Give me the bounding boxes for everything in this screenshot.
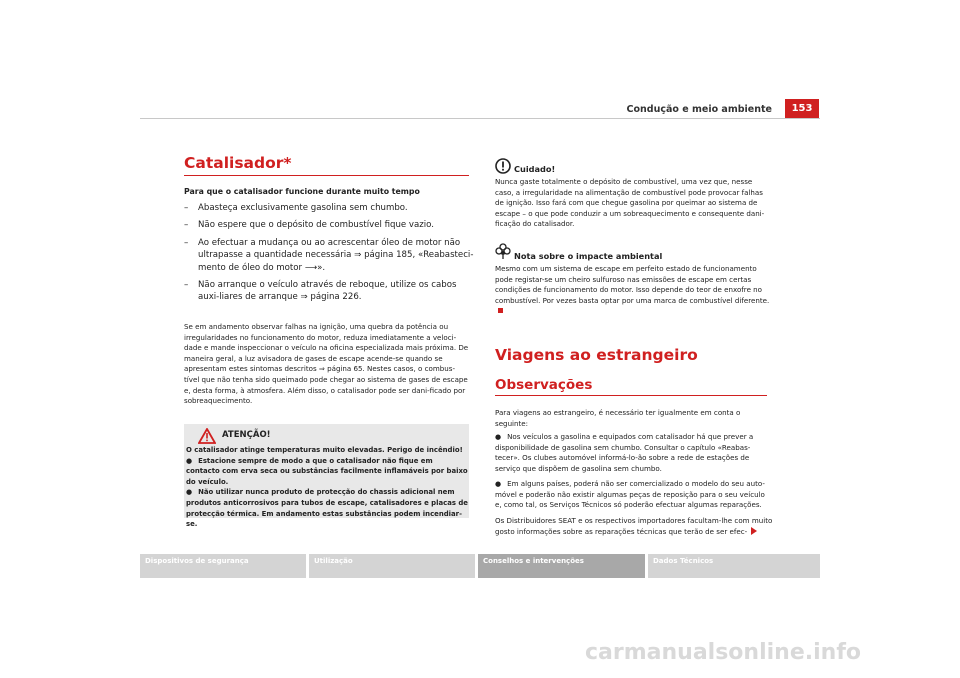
catalisador-paragraph: Se em andamento observar falhas na ignição, uma quebra da potência ou irregularidades no funcionamento do motor, reduza imediatamente a veloci-dade e mande inspeccionar o veículo na oficina especializada mais próxima. De maneira geral, a luz avisadora de gases de escape acende-se quando se apresentam estes sintomas descritos ⇒ página 65. Nestes casos, o combus-tível que não tenha sido queimado pode chegar ao sistema de gases de escape e, desta forma, à atmosfera. Além disso, o catalisador pode ser dani-ficado por sobreaquecimento. (184, 322, 469, 406)
bullet-icon: ● (495, 433, 502, 441)
subheading-rule (495, 395, 767, 396)
footer-tab-dados-tecnicos[interactable]: Dados Técnicos (648, 554, 820, 578)
list-item: – Ao efectuar a mudança ou ao acrescentar óleo de motor não ultrapasse a quantidade necessária ⇒ página 185, «Reabasteci-mento de óleo do motor ⟶». (184, 237, 474, 273)
subheading-observacoes: Observações (495, 377, 593, 393)
environment-flower-icon (495, 243, 511, 259)
caution-title: Cuidado! (514, 164, 556, 174)
catalisador-instructions (184, 202, 474, 309)
warning-header (184, 427, 469, 443)
warning-body (186, 445, 468, 530)
viagens-bullet: ● Em alguns países, poderá não ser comercializado o modelo do seu auto-móvel e poderão não existir algumas peças de reposição para o seu veículo e, como tal, os Serviços Técnicos só poderão efectuar algumas reparações. (495, 479, 765, 510)
caution-text: Nunca gaste totalmente o depósito de combustível, uma vez que, nesse caso, a irregularidade na alimentação de combustível pode provocar falhas de ignição. Isso fará com que chegue gasolina por queimar ao sistema de escape – o que pode conduzir a um sobreaquecimento e consequente dani-ficação do catalisador. (495, 177, 765, 229)
footer-tab-conselhos[interactable]: Conselhos e intervenções (478, 554, 645, 578)
warning-triangle-icon (198, 428, 216, 444)
list-item: – Não espere que o depósito de combustível fique vazio. (184, 220, 435, 231)
env-note-title: Nota sobre o impacte ambiental (514, 251, 663, 261)
subheading-catalisador: Para que o catalisador funcione durante muito tempo (184, 187, 420, 196)
continue-arrow-icon (751, 527, 757, 535)
watermark-text: carmanualsonline.info (585, 640, 861, 665)
warning-lead: O catalisador atinge temperaturas muito elevadas. Perigo de incêndio! (186, 446, 463, 454)
header-divider (140, 118, 820, 119)
bullet-icon: ● (186, 456, 193, 465)
section-end-icon (498, 308, 503, 313)
env-note-text: Mesmo com um sistema de escape em perfeito estado de funcionamento pode registar-se um cheiro sulfuroso nas emissões de escape em certas condições de funcionamento do motor. Isso depende do teor de enxofre no combustível. Por vezes basta optar por uma marca de combustível diferente. (495, 264, 770, 317)
warning-title: ATENÇÃO! (222, 430, 271, 440)
list-item: – Abasteça exclusivamente gasolina sem chumbo. (184, 203, 408, 213)
footer-tab-dispositivos[interactable]: Dispositivos de segurança (140, 554, 306, 578)
section-heading-rule (184, 175, 469, 176)
viagens-closing: Os Distribuidores SEAT e os respectivos importadores facultam-lhe com muito gosto informações sobre as reparações técnicas que terão de ser efec- (495, 516, 773, 536)
viagens-intro: Para viagens ao estrangeiro, é necessário ter igualmente em conta o seguinte: (495, 408, 741, 428)
viagens-bullet: ● Nos veículos a gasolina e equipados com catalisador há que prever a disponibilidade de gasolina sem chumbo. Consultar o capítulo «Reabas-tecer». Os clubes automóvel informá-lo-ão sobre a rede de estações de serviço que dispõem de gasolina sem chumbo. (495, 432, 754, 473)
page-number: 153 (785, 99, 819, 119)
warning-box (184, 424, 469, 529)
bullet-icon: ● (495, 480, 502, 488)
section-heading-catalisador: Catalisador* (184, 154, 292, 172)
running-header-title: Condução e meio ambiente (626, 104, 772, 115)
section-heading-viagens: Viagens ao estrangeiro (495, 346, 698, 364)
warning-bullet: ● Estacione sempre de modo a que o catalisador não fique em contacto com erva seca ou substâncias facilmente inflamáveis por baixo do veículo. (186, 456, 468, 486)
caution-exclamation-icon (495, 158, 511, 174)
warning-bullet: ● Não utilizar nunca produto de protecção do chassis adicional nem produtos anticorrosivos para tubos de escape, catalisadores e placas de protecção térmica. Em andamento estas substâncias podem incendiar-se. (186, 488, 468, 529)
list-item: – Não arranque o veículo através de reboque, utilize os cabos auxi-liares de arranque ⇒ página 226. (184, 280, 457, 303)
footer-tab-utilizacao[interactable]: Utilização (309, 554, 475, 578)
bullet-icon: ● (186, 488, 193, 497)
